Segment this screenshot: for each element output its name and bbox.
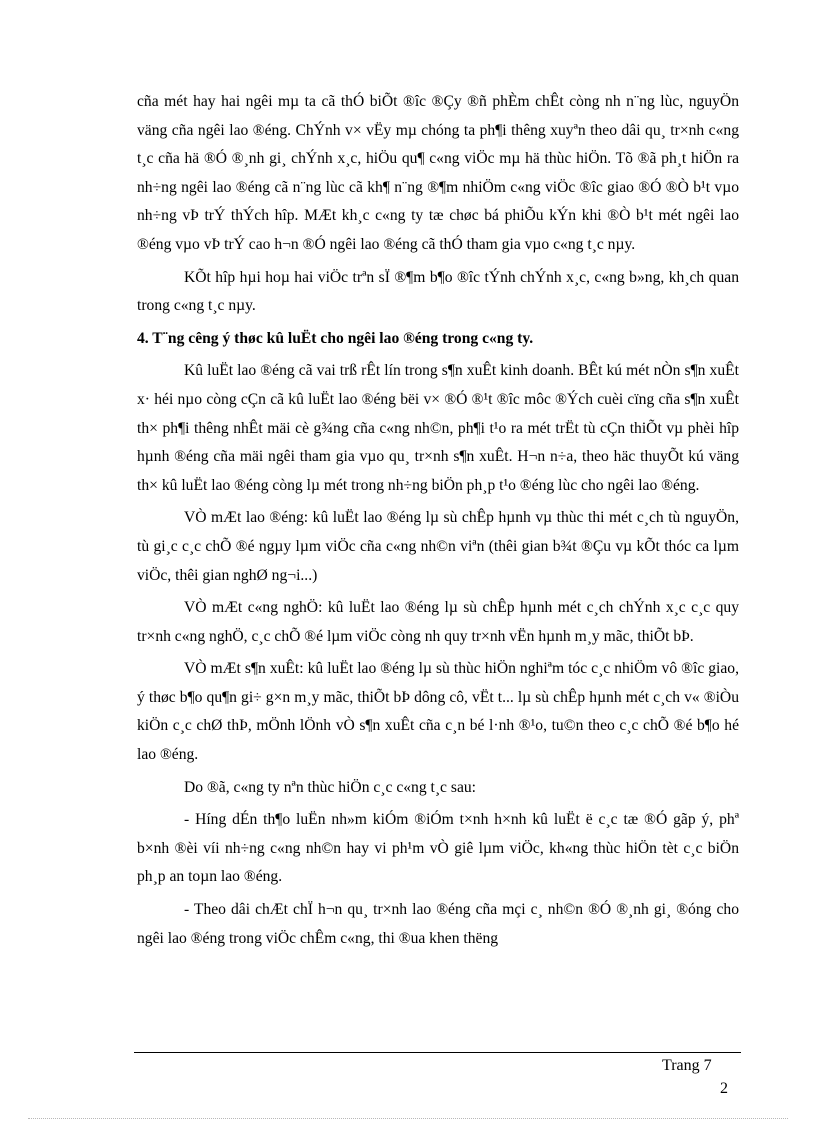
page-number xyxy=(662,1054,742,1100)
paragraph-9: - Theo dâi chÆt chÏ h¬n qu¸ tr×nh lao ®éng cña mçi c¸ nh©n ®Ó ®¸nh gi¸ ®óng cho ngêi lao ®éng trong viÖc chÊm c«ng, thi ®ua khen thëng xyxy=(137,901,739,947)
footer-divider xyxy=(134,1052,741,1053)
paragraph-2: KÕt hîp hµi hoµ hai viÖc trªn sÏ ®¶m b¶o ®îc tÝnh chÝnh x¸c, c«ng b»ng, kh¸ch quan trong c«ng t¸c nµy. xyxy=(137,268,739,315)
section-heading: 4. T¨ng cêng ý thøc kû luËt cho ngêi lao ®éng trong c«ng ty. xyxy=(137,329,534,347)
paragraph-5: VÒ mÆt c«ng nghÖ: kû luËt lao ®éng lµ sù chÊp hµnh mét c¸ch chÝnh x¸c c¸c quy tr×nh c«ng nghÖ, c¸c chÕ ®é lµm viÖc còng nh quy tr×nh vËn hµnh m¸y mãc, thiÕt bÞ. xyxy=(137,599,739,645)
paragraph-3: Kû luËt lao ®éng cã vai trß rÊt lín trong s¶n xuÊt kinh doanh. BÊt kú mét nÒn s¶n xuÊt x· héi nµo còng cÇn cã kû luËt lao ®éng bëi v× ®Ó ®¹t ®îc môc ®Ých cuèi cïng cña s¶n xuÊt th× ph¶i thêng nhÊt mäi cè g¾ng cña c«ng nh©n, ph¶i t¹o ra mét trËt tù cÇn thiÕt vµ phèi hîp hµnh ®éng cña mäi ngêi tham gia vµo qu¸ tr×nh s¶n xuÊt. H¬n n÷a, theo häc thuyÕt kú väng th× kû luËt lao ®éng còng lµ mét trong nh÷ng biÖn ph¸p t¹o ®éng lùc cho ngêi lao ®éng. xyxy=(137,362,739,494)
paragraph-8: - Híng dÉn th¶o luËn nh»m kiÓm ®iÓm t×nh h×nh kû luËt ë c¸c tæ ®Ó gãp ý, phª b×nh ®èi víi nh÷ng c«ng nh©n hay vi ph¹m vÒ giê lµm viÖc, kh«ng thùc hiÖn tèt c¸c biÖn ph¸p an toµn lao ®éng. xyxy=(137,811,739,886)
page-number-sub: 2 xyxy=(720,1080,728,1097)
page-number-label: Trang 7 xyxy=(662,1057,712,1074)
paragraph-6: VÒ mÆt s¶n xuÊt: kû luËt lao ®éng lµ sù thùc hiÖn nghiªm tóc c¸c nhiÖm vô ®îc giao, ý thøc b¶o qu¶n gi÷ g×n m¸y mãc, thiÕt bÞ dông cô, vËt t... lµ sù chÊp hµnh mét c¸ch v« ®iÒu kiÖn c¸c chØ thÞ, mÖnh lÖnh vÒ s¶n xuÊt cña c¸n bé l·nh ®¹o, tu©n theo c¸c chÕ ®é b¶o hé lao ®éng. xyxy=(137,660,739,764)
paragraph-7: Do ®ã, c«ng ty nªn thùc hiÖn c¸c c«ng t¸c sau: xyxy=(184,778,476,796)
paragraph-4: VÒ mÆt lao ®éng: kû luËt lao ®éng lµ sù chÊp hµnh vµ thùc thi mét c¸ch tù nguyÖn, tù gi¸c c¸c chÕ ®é ngµy lµm viÖc cña c«ng nh©n viªn (thêi gian b¾t ®Çu vµ kÕt thóc ca lµm viÖc, thêi gian nghØ ng¬i...) xyxy=(137,509,739,584)
paragraph-1: cña mét hay hai ngêi mµ ta cã thÓ biÕt ®îc ®Çy ®ñ phÈm chÊt còng nh n¨ng lùc, nguyÖn väng cña ngêi lao ®éng. ChÝnh v× vËy mµ chóng ta ph¶i thêng xuyªn theo dâi qu¸ tr×nh c«ng t¸c cña hä ®Ó ®¸nh gi¸ chÝnh x¸c, hiÖu qu¶ c«ng viÖc mµ hä thùc hiÖn. Tõ ®ã ph¸t hiÖn ra nh÷ng ngêi lao ®éng cã n¨ng lùc cã kh¶ n¨ng ®¶m nhiÖm c«ng viÖc ®îc giao ®Ó ®Ò b¹t vµo nh÷ng vÞ trÝ thÝch hîp. MÆt kh¸c c«ng ty tæ chøc bá phiÕu kÝn khi ®Ò b¹t mét ngêi lao ®éng vµo vÞ trÝ cao h¬n ®Ó ngêi lao ®éng cã thÓ tham gia vµo c«ng t¸c nµy. xyxy=(137,93,739,253)
page-bottom-border xyxy=(28,1118,788,1119)
document-body xyxy=(137,88,739,957)
